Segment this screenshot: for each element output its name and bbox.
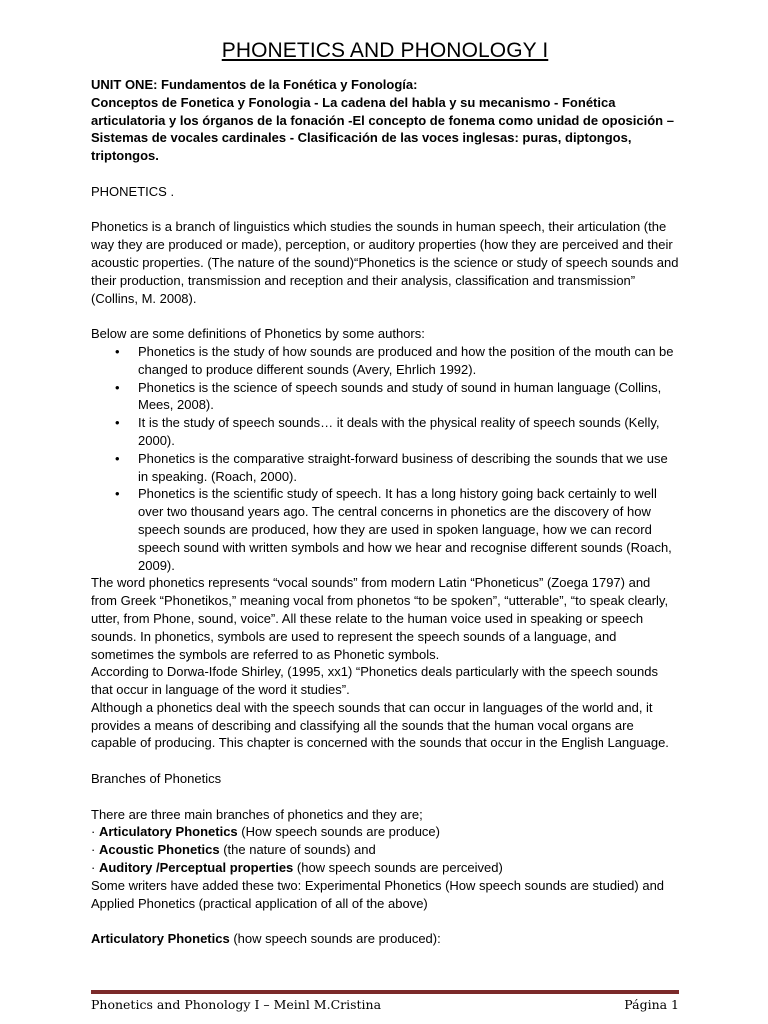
definitions-list bbox=[91, 343, 679, 574]
branch-prefix: · bbox=[91, 842, 99, 858]
writers-paragraph: Some writers have added these two: Experimental Phonetics (How speech sounds are studied) and Applied Phonetics (practical application of all of the above) bbox=[91, 877, 665, 911]
document-body bbox=[91, 38, 679, 948]
footer-left: Phonetics and Phonology I – Meinl M.Cristina bbox=[91, 997, 382, 1012]
footer-rule bbox=[91, 990, 679, 994]
list-item: • Phonetics is the study of how sounds are produced and how the position of the mouth can be changed to produce different sounds (Avery, Ehrlich 1992). bbox=[91, 343, 679, 379]
definitions-intro: Below are some definitions of Phonetics by some authors: bbox=[91, 326, 425, 342]
list-item: • It is the study of speech sounds… it deals with the physical reality of speech sounds (Kelly, 2000). bbox=[91, 414, 679, 450]
branch-name: Acoustic Phonetics bbox=[98, 842, 220, 858]
unit-heading: UNIT ONE: Fundamentos de la Fonética y Fonología: bbox=[91, 77, 418, 92]
dorwa-paragraph: According to Dorwa-Ifode Shirley, (1995, xx1) “Phonetics deals particularly with the speech sounds that occur in language of the word it studies”. bbox=[91, 664, 658, 698]
branch-item bbox=[91, 859, 679, 877]
list-item: • Phonetics is the science of speech sounds and study of sound in human language (Collins, Mees, 2008). bbox=[91, 379, 679, 415]
branch-name: Auditory /Perceptual properties bbox=[98, 860, 294, 876]
page-number: Página 1 bbox=[624, 997, 679, 1012]
branch-prefix: · bbox=[91, 860, 99, 876]
branch-desc: (How speech sounds are produce) bbox=[237, 824, 440, 840]
branch-item bbox=[91, 823, 679, 841]
list-item: • Phonetics is the scientific study of speech. It has a long history going back certainly to well over two thousand years ago. The central concerns in phonetics are the discovery of how speech sounds are produced, how they are used in spoken language, how we can record speech sound with written symbols and how we hear and recognise different sounds (Roach, 2009). bbox=[91, 485, 679, 574]
list-item: • Phonetics is the comparative straight-forward business of describing the sounds that we use in speaking. (Roach, 2000). bbox=[91, 450, 679, 486]
articulatory-desc: (how speech sounds are produced): bbox=[229, 931, 441, 947]
branch-prefix: · bbox=[91, 824, 99, 840]
page-footer bbox=[91, 996, 679, 1014]
articulatory-name: Articulatory Phonetics bbox=[91, 931, 230, 947]
word-paragraph: The word phonetics represents “vocal sounds” from modern Latin “Phoneticus” (Zoega 1797) and from Greek “Phonetikos,” meaning vocal from phonetos “to be spoken”, “utterable”, “to speak clearly, utter, from Phone, sound, voice”. All these relate to the human voice used in speaking or speech sounds. In phonetics, symbols are used to represent the speech sounds of a language, and sometimes the symbols are referred to as Phonetic symbols. bbox=[91, 575, 669, 662]
intro-paragraph: Phonetics is a branch of linguistics which studies the sounds in human speech, their articulation (the way they are produced or made), perception, or auditory properties (how they are perceived and their acoustic properties. (The nature of the sound)“Phonetics is the science or study of speech sounds and their production, transmission and reception and their analysis, classification and transmission” (Collins, M. 2008). bbox=[91, 219, 679, 306]
page-title: PHONETICS AND PHONOLOGY I bbox=[221, 39, 549, 62]
branch-desc: (how speech sounds are perceived) bbox=[293, 860, 503, 876]
branch-name: Articulatory Phonetics bbox=[98, 824, 238, 840]
branches-heading: Branches of Phonetics bbox=[91, 771, 222, 787]
branch-item bbox=[91, 841, 679, 859]
articulatory-line bbox=[91, 930, 679, 948]
phonetics-heading: PHONETICS . bbox=[91, 183, 175, 199]
unit-block bbox=[91, 76, 679, 165]
although-paragraph: Although a phonetics deal with the speech sounds that can occur in languages of the world and, it provides a means of describing and classifying all the sounds that the human vocal organs are capable of producing. This chapter is concerned with the sounds that occur in the English Language. bbox=[91, 699, 669, 751]
unit-topics: Conceptos de Fonetica y Fonologia - La cadena del habla y su mecanismo - Fonética articulatoria y los órganos de la fonación -El concepto de fonema como unidad de oposición – Sistemas de vocales cardinales - Clasificación de las voces inglesas: puras, diptongos, triptongos. bbox=[91, 94, 674, 164]
branches-intro: There are three main branches of phonetics and they are; bbox=[91, 806, 423, 822]
branch-desc: (the nature of sounds) and bbox=[219, 842, 376, 858]
